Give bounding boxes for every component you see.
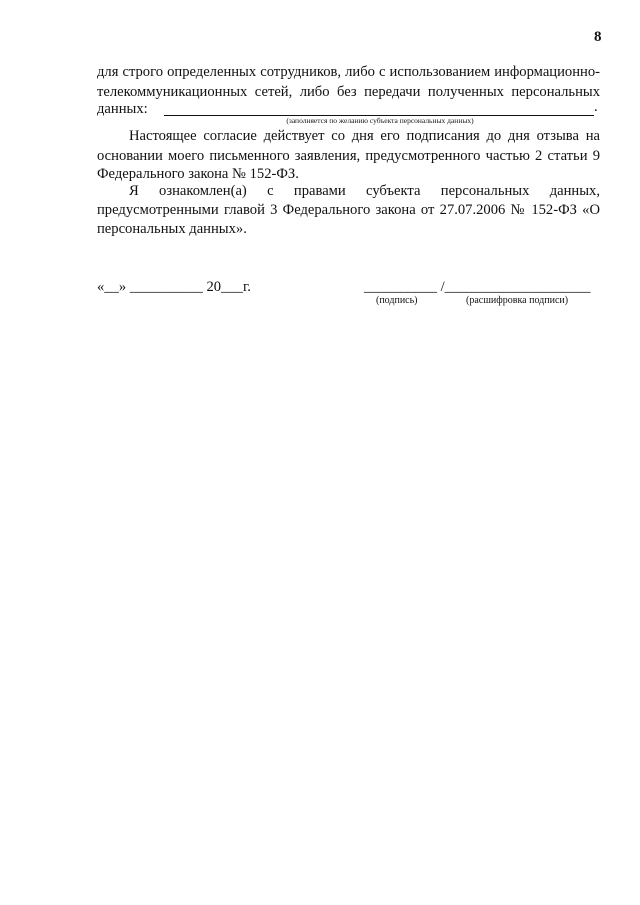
fill-in-note: (заполняется по желанию субъекта персональных данных) — [286, 116, 474, 125]
signature-field: __________ /____________________ — [364, 279, 591, 295]
decode-caption: (расшифровка подписи) — [466, 295, 569, 306]
paragraph2-line1: Настоящее согласие действует со дня его подписания до дня отзыва на — [129, 128, 600, 144]
paragraph2-line3: Федерального закона № 152-ФЗ. — [97, 166, 299, 182]
date-field: «__» __________ 20___г. — [97, 279, 251, 295]
data-label: данных: — [97, 101, 148, 117]
signature-caption: (подпись) — [376, 295, 418, 306]
paragraph3-line1: Я ознакомлен(а) с правами субъекта персональных данных, — [129, 183, 600, 199]
paragraph3-line3: персональных данных». — [97, 221, 247, 237]
paragraph2-line2: основании моего письменного заявления, предусмотренного частью 2 статьи 9 — [97, 148, 600, 164]
page-number: 8 — [594, 29, 602, 45]
fill-in-period: . — [594, 99, 598, 115]
paragraph3-line2: предусмотренными главой 3 Федерального закона от 27.07.2006 № 152-ФЗ «О — [97, 202, 600, 218]
paragraph1-line2: телекоммуникационных сетей, либо без передачи полученных персональных — [97, 84, 600, 100]
paragraph1-line1: для строго определенных сотрудников, либо с использованием информационно- — [97, 64, 600, 80]
